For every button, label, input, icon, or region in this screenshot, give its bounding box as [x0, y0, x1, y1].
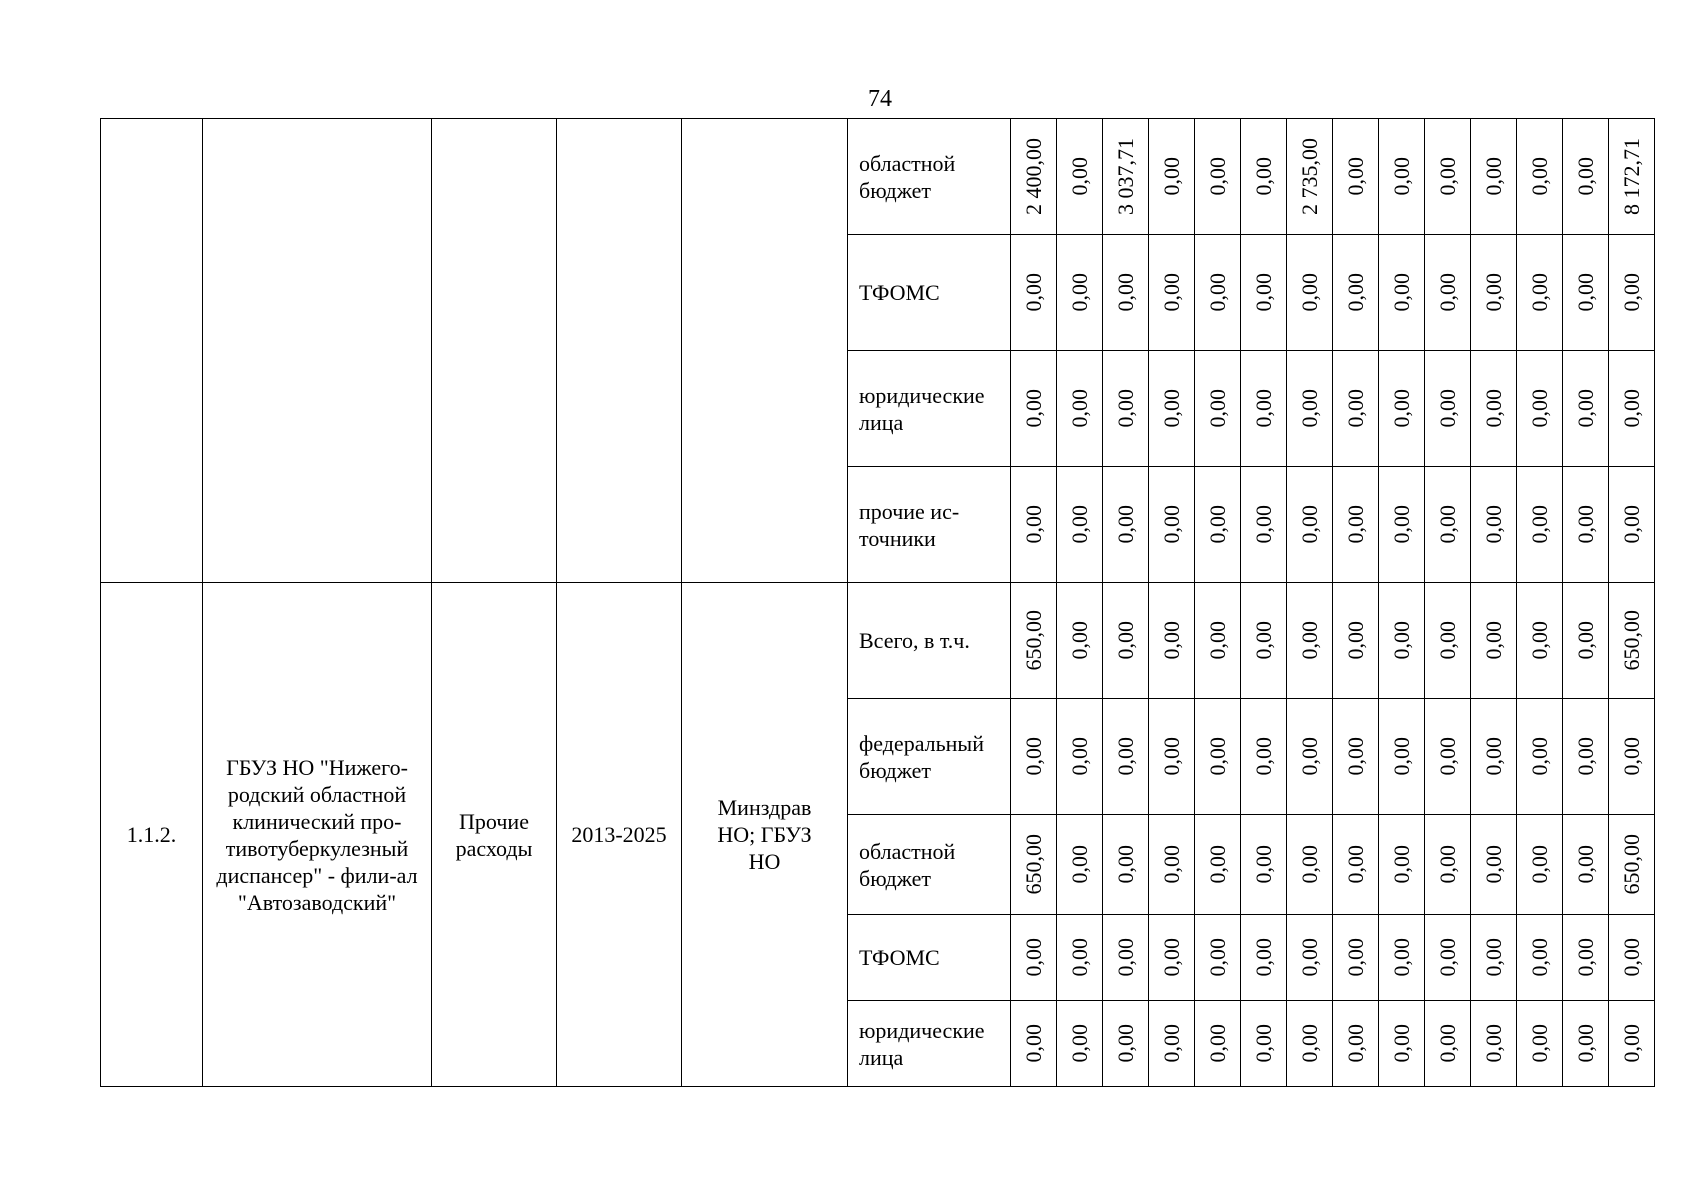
value-text: 0,00: [1066, 737, 1092, 776]
value-text: 0,00: [1250, 157, 1276, 196]
value-text: 0,00: [1204, 157, 1230, 196]
value-text: 0,00: [1572, 1024, 1598, 1063]
value-cell: [1379, 235, 1425, 351]
value-text: 0,00: [1250, 389, 1276, 428]
value-text: 0,00: [1250, 1024, 1276, 1063]
value-text: 0,00: [1250, 938, 1276, 977]
value-text: 0,00: [1526, 505, 1552, 544]
value-cell: [1471, 815, 1517, 915]
value-text: 0,00: [1480, 737, 1506, 776]
value-cell: [1517, 699, 1563, 815]
value-text: 0,00: [1618, 273, 1644, 312]
value-cell: [1563, 915, 1609, 1001]
value-cell: [1471, 1001, 1517, 1087]
value-text: 0,00: [1572, 845, 1598, 884]
value-cell: [1057, 467, 1103, 583]
value-text: 0,00: [1434, 938, 1460, 977]
value-text: 0,00: [1480, 845, 1506, 884]
value-text: 0,00: [1342, 845, 1368, 884]
value-cell: [1287, 235, 1333, 351]
value-text: 0,00: [1526, 845, 1552, 884]
value-text: 0,00: [1296, 938, 1322, 977]
value-cell: [1563, 235, 1609, 351]
value-text: 0,00: [1158, 938, 1184, 977]
value-text: 0,00: [1434, 845, 1460, 884]
value-text: 0,00: [1158, 157, 1184, 196]
value-text: 0,00: [1388, 845, 1414, 884]
value-cell: [1379, 1001, 1425, 1087]
value-text: 0,00: [1572, 938, 1598, 977]
value-cell: [1149, 235, 1195, 351]
organization-cell: ГБУЗ НО "Нижего-родский областной клинический про-тивотуберкулезный диспансер" - фили-ал "Автозаводский": [203, 583, 432, 1087]
value-cell: [1195, 351, 1241, 467]
value-text: 0,00: [1480, 621, 1506, 660]
value-cell: [1333, 467, 1379, 583]
value-cell: [1333, 1001, 1379, 1087]
value-text: 0,00: [1342, 737, 1368, 776]
value-cell: [1149, 119, 1195, 235]
value-cell: [1149, 815, 1195, 915]
value-text: 0,00: [1526, 621, 1552, 660]
value-text: 0,00: [1250, 273, 1276, 312]
value-cell: [1103, 915, 1149, 1001]
value-cell: [1149, 583, 1195, 699]
value-cell: [1149, 699, 1195, 815]
value-cell: [1333, 915, 1379, 1001]
value-text: 0,00: [1204, 389, 1230, 428]
value-text: 0,00: [1526, 273, 1552, 312]
value-text: 0,00: [1204, 505, 1230, 544]
value-text: 0,00: [1480, 938, 1506, 977]
value-cell: [1471, 235, 1517, 351]
value-cell: [1149, 351, 1195, 467]
value-cell: [1287, 699, 1333, 815]
value-text: 0,00: [1112, 845, 1138, 884]
value-text: 0,00: [1204, 737, 1230, 776]
value-text: 0,00: [1066, 938, 1092, 977]
value-cell: [1609, 235, 1655, 351]
value-text: 0,00: [1572, 737, 1598, 776]
value-text: 0,00: [1342, 505, 1368, 544]
value-cell: [1425, 815, 1471, 915]
value-cell: [1517, 119, 1563, 235]
value-text: 0,00: [1388, 389, 1414, 428]
value-cell: [1609, 351, 1655, 467]
value-cell: [1103, 235, 1149, 351]
expense-type-cell: [432, 119, 557, 583]
value-cell: [1563, 119, 1609, 235]
value-cell: [1011, 815, 1057, 915]
value-text: 0,00: [1112, 621, 1138, 660]
page-number: 74: [868, 86, 892, 112]
value-text: 0,00: [1342, 389, 1368, 428]
value-text: 0,00: [1066, 157, 1092, 196]
value-text: 0,00: [1204, 621, 1230, 660]
value-text: 0,00: [1066, 621, 1092, 660]
value-text: 0,00: [1618, 1024, 1644, 1063]
value-text: 0,00: [1158, 273, 1184, 312]
value-text: 0,00: [1158, 1024, 1184, 1063]
value-cell: [1011, 467, 1057, 583]
value-text: 0,00: [1250, 505, 1276, 544]
value-text: 0,00: [1480, 157, 1506, 196]
funding-source-cell: ТФОМС: [848, 235, 1011, 351]
value-text: 0,00: [1572, 621, 1598, 660]
value-text: 0,00: [1020, 737, 1046, 776]
row-number-cell: [101, 119, 203, 583]
value-cell: [1241, 1001, 1287, 1087]
funding-source-cell: прочие ис-точники: [848, 467, 1011, 583]
value-cell: [1425, 351, 1471, 467]
value-cell: [1609, 699, 1655, 815]
table-row: [101, 583, 1655, 699]
value-text: 0,00: [1020, 505, 1046, 544]
value-cell: [1103, 699, 1149, 815]
value-cell: [1057, 351, 1103, 467]
value-cell: [1149, 1001, 1195, 1087]
value-text: 0,00: [1250, 737, 1276, 776]
value-cell: [1379, 119, 1425, 235]
value-cell: [1195, 467, 1241, 583]
value-cell: [1563, 467, 1609, 583]
funding-source-cell: Всего, в т.ч.: [848, 583, 1011, 699]
value-text: 0,00: [1572, 157, 1598, 196]
value-text: 0,00: [1434, 505, 1460, 544]
value-cell: [1287, 583, 1333, 699]
value-cell: [1103, 351, 1149, 467]
value-text: 0,00: [1204, 845, 1230, 884]
value-cell: [1011, 915, 1057, 1001]
value-cell: [1011, 699, 1057, 815]
value-text: 0,00: [1480, 273, 1506, 312]
value-cell: [1241, 583, 1287, 699]
value-cell: [1241, 351, 1287, 467]
value-cell: [1517, 235, 1563, 351]
value-cell: [1517, 1001, 1563, 1087]
value-cell: [1609, 1001, 1655, 1087]
value-text: 0,00: [1526, 1024, 1552, 1063]
value-cell: [1517, 351, 1563, 467]
value-cell: [1057, 1001, 1103, 1087]
value-cell: [1195, 815, 1241, 915]
value-text: 0,00: [1388, 1024, 1414, 1063]
value-cell: [1517, 467, 1563, 583]
value-cell: [1011, 1001, 1057, 1087]
value-text: 2 735,00: [1296, 138, 1322, 215]
value-text: 0,00: [1112, 1024, 1138, 1063]
value-cell: [1609, 583, 1655, 699]
value-text: 0,00: [1112, 938, 1138, 977]
value-text: 0,00: [1388, 737, 1414, 776]
value-text: 0,00: [1112, 273, 1138, 312]
value-cell: [1517, 815, 1563, 915]
value-cell: [1333, 235, 1379, 351]
executor-cell: Минздрав НО; ГБУЗ НО: [682, 583, 848, 1087]
value-text: 0,00: [1480, 1024, 1506, 1063]
value-text: 0,00: [1342, 157, 1368, 196]
value-cell: [1563, 351, 1609, 467]
value-cell: [1425, 915, 1471, 1001]
value-text: 0,00: [1342, 621, 1368, 660]
value-cell: [1379, 699, 1425, 815]
value-text: 0,00: [1112, 389, 1138, 428]
value-text: 0,00: [1158, 505, 1184, 544]
value-text: 0,00: [1204, 1024, 1230, 1063]
budget-table: [100, 118, 1655, 1087]
value-text: 0,00: [1066, 389, 1092, 428]
value-text: 8 172,71: [1618, 138, 1644, 215]
value-cell: [1149, 915, 1195, 1001]
funding-source-cell: ТФОМС: [848, 915, 1011, 1001]
value-text: 0,00: [1020, 1024, 1046, 1063]
funding-source-cell: юридические лица: [848, 1001, 1011, 1087]
value-text: 0,00: [1526, 938, 1552, 977]
value-cell: [1425, 119, 1471, 235]
value-cell: [1287, 467, 1333, 583]
value-text: 0,00: [1204, 273, 1230, 312]
value-cell: [1609, 119, 1655, 235]
value-cell: [1425, 1001, 1471, 1087]
value-cell: [1195, 915, 1241, 1001]
value-cell: [1287, 351, 1333, 467]
value-text: 0,00: [1526, 389, 1552, 428]
value-cell: [1103, 1001, 1149, 1087]
organization-cell: [203, 119, 432, 583]
value-text: 0,00: [1066, 505, 1092, 544]
funding-source-cell: федеральный бюджет: [848, 699, 1011, 815]
value-text: 3 037,71: [1112, 138, 1138, 215]
value-text: 0,00: [1250, 621, 1276, 660]
value-text: 0,00: [1434, 157, 1460, 196]
value-text: 0,00: [1296, 273, 1322, 312]
value-text: 0,00: [1250, 845, 1276, 884]
value-cell: [1287, 815, 1333, 915]
value-cell: [1517, 583, 1563, 699]
value-text: 650,00: [1020, 610, 1046, 671]
value-cell: [1195, 119, 1241, 235]
value-text: 0,00: [1296, 389, 1322, 428]
value-cell: [1287, 915, 1333, 1001]
value-text: 0,00: [1020, 389, 1046, 428]
value-text: 0,00: [1296, 1024, 1322, 1063]
value-text: 650,00: [1020, 834, 1046, 895]
value-cell: [1563, 583, 1609, 699]
expense-type-cell: Прочие расходы: [432, 583, 557, 1087]
value-cell: [1471, 699, 1517, 815]
value-text: 0,00: [1158, 621, 1184, 660]
value-text: 0,00: [1296, 621, 1322, 660]
value-text: 2 400,00: [1020, 138, 1046, 215]
value-cell: [1241, 235, 1287, 351]
value-cell: [1609, 915, 1655, 1001]
value-cell: [1103, 467, 1149, 583]
period-cell: 2013-2025: [557, 583, 682, 1087]
value-text: 0,00: [1296, 845, 1322, 884]
value-cell: [1425, 699, 1471, 815]
value-cell: [1471, 583, 1517, 699]
value-text: 0,00: [1204, 938, 1230, 977]
value-text: 0,00: [1158, 389, 1184, 428]
value-text: 0,00: [1526, 157, 1552, 196]
value-text: 0,00: [1158, 845, 1184, 884]
value-cell: [1379, 351, 1425, 467]
value-cell: [1471, 915, 1517, 1001]
value-text: 0,00: [1572, 273, 1598, 312]
value-text: 0,00: [1434, 621, 1460, 660]
value-text: 0,00: [1480, 505, 1506, 544]
value-text: 0,00: [1388, 273, 1414, 312]
value-text: 0,00: [1434, 1024, 1460, 1063]
value-cell: [1057, 699, 1103, 815]
funding-source-cell: областной бюджет: [848, 119, 1011, 235]
value-cell: [1425, 235, 1471, 351]
value-cell: [1333, 815, 1379, 915]
value-text: 0,00: [1158, 737, 1184, 776]
value-cell: [1241, 915, 1287, 1001]
value-text: 0,00: [1388, 505, 1414, 544]
value-text: 0,00: [1020, 273, 1046, 312]
value-text: 0,00: [1618, 389, 1644, 428]
value-text: 0,00: [1388, 938, 1414, 977]
value-cell: [1241, 815, 1287, 915]
value-cell: [1333, 699, 1379, 815]
value-cell: [1103, 119, 1149, 235]
value-cell: [1287, 1001, 1333, 1087]
value-cell: [1471, 467, 1517, 583]
value-cell: [1195, 1001, 1241, 1087]
value-text: 0,00: [1066, 273, 1092, 312]
value-cell: [1333, 119, 1379, 235]
value-text: 0,00: [1526, 737, 1552, 776]
value-cell: [1379, 583, 1425, 699]
value-text: 0,00: [1572, 505, 1598, 544]
value-text: 0,00: [1434, 273, 1460, 312]
value-cell: [1609, 815, 1655, 915]
value-cell: [1195, 235, 1241, 351]
value-cell: [1563, 1001, 1609, 1087]
value-text: 0,00: [1434, 389, 1460, 428]
value-text: 0,00: [1572, 389, 1598, 428]
value-text: 0,00: [1342, 1024, 1368, 1063]
value-cell: [1471, 351, 1517, 467]
executor-cell: [682, 119, 848, 583]
value-cell: [1333, 583, 1379, 699]
value-cell: [1609, 467, 1655, 583]
value-cell: [1011, 351, 1057, 467]
value-cell: [1379, 467, 1425, 583]
value-cell: [1379, 915, 1425, 1001]
value-text: 0,00: [1342, 938, 1368, 977]
value-cell: [1103, 815, 1149, 915]
value-text: 0,00: [1112, 737, 1138, 776]
value-text: 0,00: [1618, 938, 1644, 977]
value-cell: [1057, 815, 1103, 915]
funding-source-cell: юридические лица: [848, 351, 1011, 467]
value-cell: [1517, 915, 1563, 1001]
value-cell: [1241, 119, 1287, 235]
value-cell: [1287, 119, 1333, 235]
value-cell: [1563, 815, 1609, 915]
value-cell: [1195, 699, 1241, 815]
funding-source-cell: областной бюджет: [848, 815, 1011, 915]
value-text: 0,00: [1342, 273, 1368, 312]
value-text: 0,00: [1388, 621, 1414, 660]
value-text: 0,00: [1020, 938, 1046, 977]
value-cell: [1563, 699, 1609, 815]
value-text: 0,00: [1618, 737, 1644, 776]
value-cell: [1011, 583, 1057, 699]
value-cell: [1057, 235, 1103, 351]
value-cell: [1011, 235, 1057, 351]
value-text: 0,00: [1066, 1024, 1092, 1063]
value-cell: [1241, 467, 1287, 583]
value-cell: [1057, 583, 1103, 699]
value-text: 0,00: [1066, 845, 1092, 884]
value-cell: [1057, 119, 1103, 235]
value-text: 0,00: [1434, 737, 1460, 776]
value-cell: [1425, 467, 1471, 583]
value-text: 0,00: [1112, 505, 1138, 544]
value-text: 0,00: [1296, 737, 1322, 776]
value-cell: [1333, 351, 1379, 467]
row-number-cell: 1.1.2.: [101, 583, 203, 1087]
value-cell: [1057, 915, 1103, 1001]
value-cell: [1241, 699, 1287, 815]
value-cell: [1103, 583, 1149, 699]
value-text: 650,00: [1618, 834, 1644, 895]
value-text: 0,00: [1388, 157, 1414, 196]
value-cell: [1425, 583, 1471, 699]
value-text: 0,00: [1296, 505, 1322, 544]
value-cell: [1011, 119, 1057, 235]
value-cell: [1379, 815, 1425, 915]
value-text: 650,00: [1618, 610, 1644, 671]
value-cell: [1471, 119, 1517, 235]
value-text: 0,00: [1618, 505, 1644, 544]
value-cell: [1149, 467, 1195, 583]
table-row: [101, 119, 1655, 235]
period-cell: [557, 119, 682, 583]
value-text: 0,00: [1480, 389, 1506, 428]
value-cell: [1195, 583, 1241, 699]
